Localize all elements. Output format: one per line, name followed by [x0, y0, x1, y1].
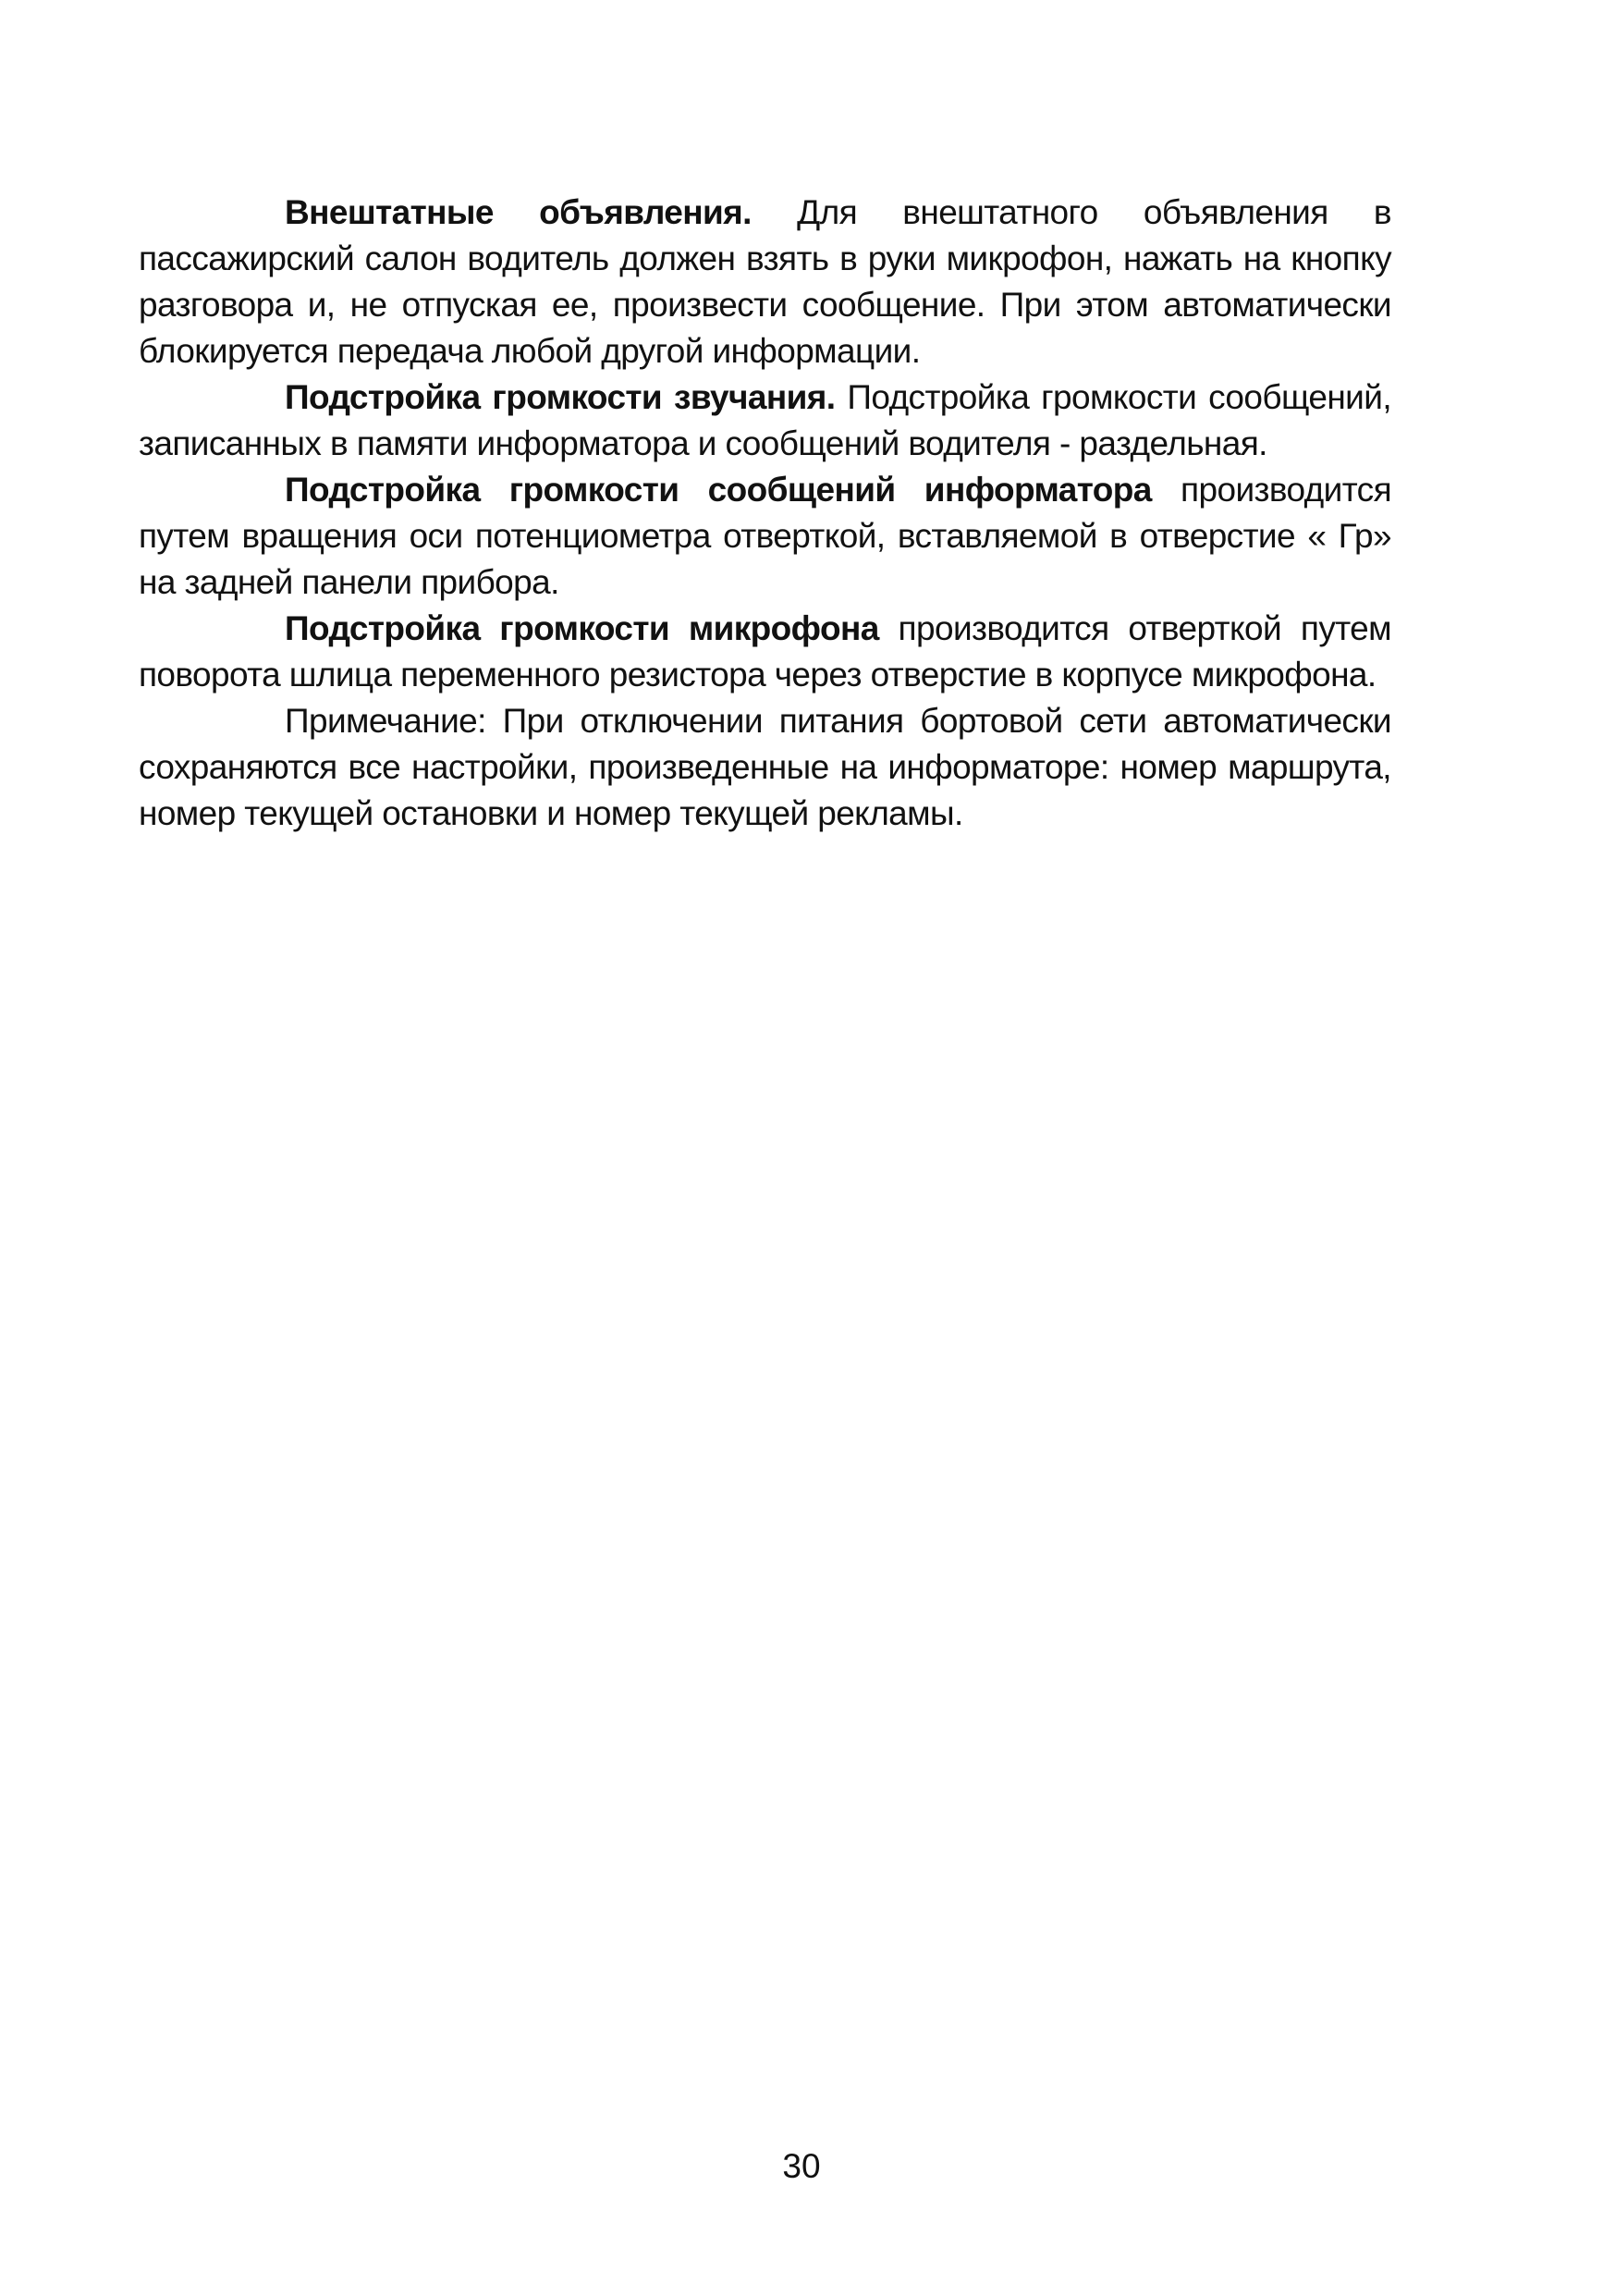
paragraph-heading: Внештатные объявления. — [285, 193, 752, 231]
paragraph-text: производится путем вращения оси потенциометра отверткой, вставляемой в отверстие « Гр» на задней панели прибора. — [139, 471, 1391, 601]
paragraph-text: производится отверткой путем поворота шлица переменного резистора через отверстие в корпусе микрофона. — [139, 609, 1391, 694]
paragraph-text: Подстройка громкости сообщений, записанных в памяти информатора и сообщений водителя - раздельная. — [139, 378, 1392, 462]
paragraph-volume-adjustment — [139, 374, 1391, 467]
paragraph-unscheduled-announcements — [139, 190, 1391, 374]
document-page — [139, 190, 1391, 837]
paragraph-heading: Подстройка громкости звучания. — [285, 378, 836, 416]
paragraph-heading: Подстройка громкости микрофона — [285, 609, 879, 647]
paragraph-text: Примечание: При отключении питания бортовой сети автоматически сохраняются все настройки, произведенные на информаторе: номер маршрута, номер текущей остановки и номер текущей рекламы. — [139, 702, 1391, 832]
paragraph-microphone-volume — [139, 606, 1391, 698]
paragraph-heading: Подстройка громкости сообщений информатора — [285, 471, 1152, 509]
paragraph-informer-volume — [139, 467, 1391, 606]
page-number: 30 — [782, 2147, 821, 2185]
paragraph-text: Для внештатного объявления в пассажирский салон водитель должен взять в руки микрофон, нажать на кнопку разговора и, не отпуская ее, произвести сообщение. При этом автоматически блокируется передача любой другой информации. — [139, 193, 1391, 370]
paragraph-note — [139, 698, 1391, 837]
